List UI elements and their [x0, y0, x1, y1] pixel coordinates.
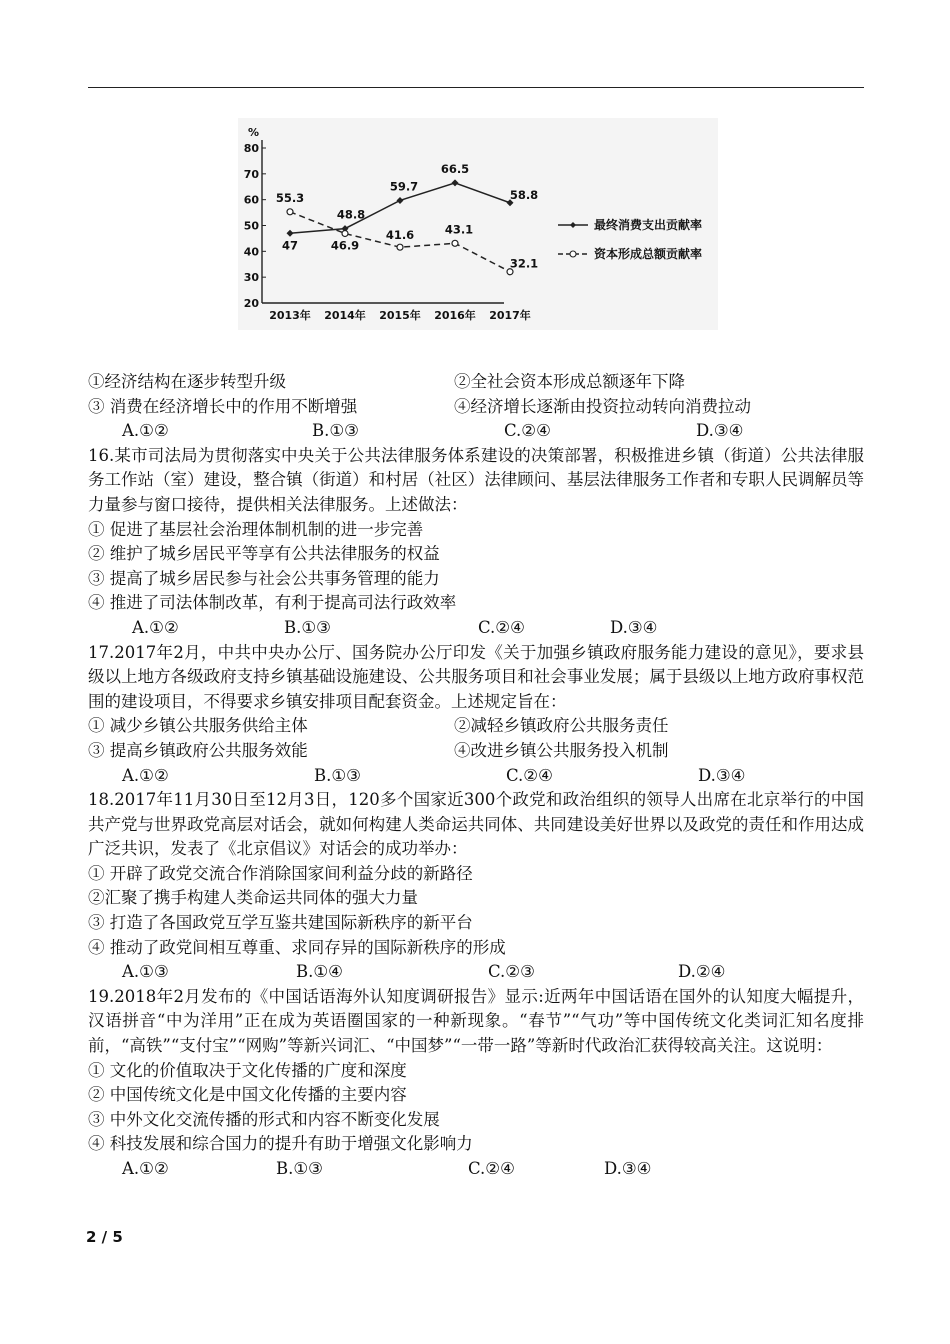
y-tick-label: 30 [243, 271, 259, 285]
q16-stem: 16.某市司法局为贯彻落实中央关于公共法律服务体系建设的决策部署，积极推进乡镇（街道）公共法律服务工作站（室）建设，整合镇（街道）和村居（社区）法律顾问、基层法律服务工作者和专职人民调解员等力量参与窗口接待，提供相关法律服务。上述做法： [88, 445, 864, 514]
q18-option-1: ① 开辟了政党交流合作消除国家间利益分歧的新路径 [88, 863, 473, 883]
y-axis-unit: % [248, 126, 260, 139]
q15-option-3: ③ 消费在经济增长中的作用不断增强 [88, 396, 358, 416]
x-tick-label: 2013年 [269, 309, 311, 322]
q18-option-4: ④ 推动了政党间相互尊重、求同存异的国际新秩序的形成 [88, 937, 506, 957]
q15-options-row-2 [88, 395, 864, 420]
q16-answer-d: D.③④ [610, 617, 658, 637]
q17-option-2: ②减轻乡镇政府公共服务责任 [454, 716, 669, 736]
data-label: 59.7 [389, 179, 419, 194]
q19-answer-c: C.②④ [468, 1159, 515, 1178]
q18-answers [88, 960, 864, 985]
q15-option-1: ①经济结构在逐步转型升级 [88, 372, 286, 391]
q19-answer-d: D.③④ [604, 1159, 652, 1178]
data-label: 47 [281, 238, 299, 253]
data-label: 58.8 [509, 187, 539, 202]
legend-marker-2 [570, 251, 576, 257]
q16-option-2: ② 维护了城乡居民平等享有公共法律服务的权益 [88, 544, 440, 564]
q19-option-3: ③ 中外文化交流传播的形式和内容不断变化发展 [88, 1109, 440, 1129]
q19-option-4: ④ 科技发展和综合国力的提升有助于增强文化影响力 [88, 1134, 473, 1154]
q17-stem: 17.2017年2月，中共中央办公厅、国务院办公厅印发《关于加强乡镇政府服务能力建设的意见》，要求县级以上地方各级政府支持乡镇基础设施建设、公共服务项目和社会事业发展；属于县级以上地方政府事权范围的建设项目，不得要求乡镇安排项目配套资金。上述规定旨在： [88, 642, 864, 711]
series-2-point [452, 240, 458, 246]
q16-answer-b: B.①③ [284, 617, 331, 637]
series-2-point [287, 209, 293, 215]
q19-option-2: ② 中国传统文化是中国文化传播的主要内容 [88, 1085, 407, 1105]
y-tick-label: 80 [243, 142, 259, 155]
q18-option-2: ②汇聚了携手构建人类命运共同体的强大力量 [88, 888, 418, 908]
data-label: 41.6 [385, 228, 415, 243]
series-2-point [342, 231, 348, 237]
q16-answer-a: A.①② [132, 617, 179, 637]
q16-option-4: ④ 推进了司法体制改革，有利于提高司法行政效率 [88, 593, 457, 613]
q18-answer-a: A.①③ [122, 962, 169, 982]
q15-answer-c: C.②④ [504, 421, 551, 441]
q17-answer-d: D.③④ [698, 765, 746, 785]
q17-answer-a: A.①② [122, 765, 169, 785]
x-tick-label: 2014年 [324, 309, 366, 322]
q19-answers [88, 1157, 864, 1182]
q17-option-3: ③ 提高乡镇政府公共服务效能 [88, 740, 308, 760]
data-label: 43.1 [444, 222, 474, 237]
q17-option-1: ① 减少乡镇公共服务供给主体 [88, 716, 308, 736]
x-tick-label: 2017年 [489, 309, 531, 322]
q15-options-row-1 [88, 370, 864, 395]
question-content [88, 370, 864, 1182]
q15-option-4: ④经济增长逐渐由投资拉动转向消费拉动 [454, 396, 751, 416]
y-tick-label: 70 [243, 167, 259, 181]
y-tick-label: 40 [243, 245, 259, 259]
legend-label-2: 资本形成总额贡献率 [594, 247, 703, 261]
q15-answer-d: D.③④ [696, 421, 744, 441]
q18-answer-d: D.②④ [678, 962, 726, 982]
q15-answer-a: A.①② [122, 421, 169, 441]
y-tick-label: 60 [243, 193, 259, 207]
data-label: 48.8 [336, 207, 366, 222]
x-tick-label: 2016年 [434, 309, 476, 322]
q16-answers [88, 616, 864, 641]
x-tick-label: 2015年 [379, 309, 421, 322]
y-tick-label: 50 [243, 219, 259, 233]
q17-answer-b: B.①③ [314, 765, 361, 785]
q15-answers [88, 419, 864, 444]
header-rule [88, 87, 864, 88]
data-label: 46.9 [330, 238, 360, 253]
q17-options-row-2 [88, 739, 864, 764]
q17-option-4: ④改进乡镇公共服务投入机制 [454, 740, 669, 760]
q19-answer-a: A.①② [122, 1159, 169, 1178]
y-tick-label: 20 [243, 297, 259, 310]
q18-answer-c: C.②③ [488, 962, 535, 982]
q17-options-row-1 [88, 714, 864, 739]
legend-label-1: 最终消费支出贡献率 [594, 218, 703, 232]
q18-answer-b: B.①④ [296, 962, 343, 982]
q17-answer-c: C.②④ [506, 765, 553, 785]
q18-option-3: ③ 打造了各国政党互学互鉴共建国际新秩序的新平台 [88, 913, 473, 933]
data-label: 55.3 [275, 190, 305, 205]
q16-option-1: ① 促进了基层社会治理体制机制的进一步完善 [88, 519, 424, 539]
series-2-point [397, 244, 403, 250]
data-label: 66.5 [440, 161, 470, 176]
q17-answers [88, 764, 864, 789]
data-label: 32.1 [509, 256, 539, 271]
q19-answer-b: B.①③ [276, 1159, 323, 1178]
q19-stem: 19.2018年2月发布的《中国话语海外认知度调研报告》显示:近两年中国话语在国外的认知度大幅提升，汉语拼音“中为洋用”正在成为英语圈国家的一种新现象。“春节”“气功”等中国传统文化类词汇知名度排前，“高铁”“支付宝”“网购”等新兴词汇、“中国梦”“一带一路”等新时代政治汇获得较高关注。这说明： [88, 986, 864, 1056]
contribution-line-chart [238, 118, 718, 330]
q16-answer-c: C.②④ [478, 617, 525, 637]
q18-stem: 18.2017年11月30日至12月3日，120多个国家近300个政党和政治组织的领导人出席在北京举行的中国共产党与世界政党高层对话会，就如何构建人类命运共同体、共同建设美好世界以及政党的责任和作用达成广泛共识，发表了《北京倡议》对话会的成功举办： [88, 790, 864, 859]
q15-answer-b: B.①③ [312, 421, 359, 441]
page-number: 2 / 5 [86, 1228, 123, 1246]
q16-option-3: ③ 提高了城乡居民参与社会公共事务管理的能力 [88, 568, 440, 588]
q19-option-1: ① 文化的价值取决于文化传播的广度和深度 [88, 1060, 407, 1080]
q15-option-2: ②全社会资本形成总额逐年下降 [454, 372, 685, 391]
